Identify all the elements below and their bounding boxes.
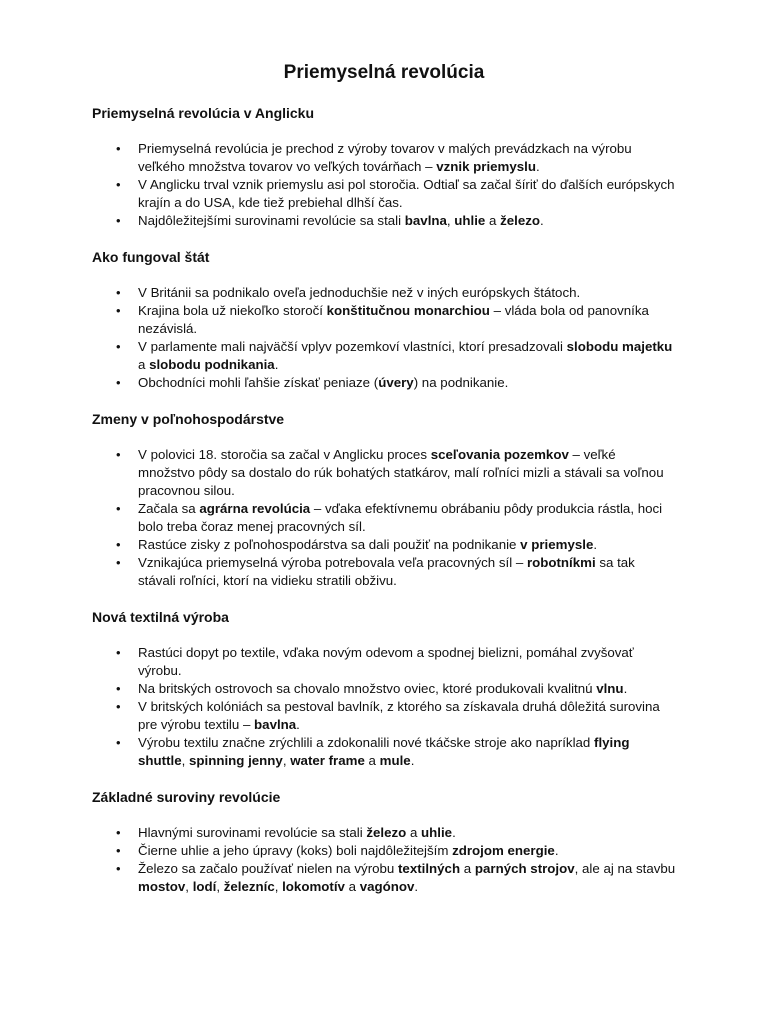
- text-run: Začala sa: [138, 501, 200, 516]
- bold-term: vagónov: [359, 879, 415, 894]
- text-run: Železo sa začalo používať nielen na výrobu: [138, 861, 398, 876]
- text-run: Najdôležitejšími surovinami revolúcie sa stali: [138, 213, 405, 228]
- text-run: .: [535, 159, 540, 174]
- bold-term: konštitučnou monarchiou: [326, 303, 490, 318]
- text-run: Hlavnými surovinami revolúcie sa stali: [138, 825, 367, 840]
- section: [92, 104, 676, 230]
- bullet-list: [92, 644, 676, 770]
- list-item: [92, 698, 676, 734]
- text-run: Výrobu textilu značne zrýchlili a zdokonalili nové tkáčske stroje ako napríklad: [138, 735, 595, 750]
- text-run: ,: [181, 753, 189, 768]
- list-item: [92, 374, 676, 392]
- text-run: a: [344, 879, 360, 894]
- list-item: [92, 554, 676, 590]
- list-item: [92, 824, 676, 842]
- bold-term: bavlna: [254, 717, 297, 732]
- text-run: Čierne uhlie a jeho úpravy (koks) boli najdôležitejším: [138, 843, 453, 858]
- list-item: [92, 302, 676, 338]
- section-heading: Zmeny v poľnohospodárstve: [92, 411, 285, 427]
- bullet-list: [92, 284, 676, 392]
- text-run: .: [414, 879, 419, 894]
- bold-term: železníc: [223, 879, 275, 894]
- list-item: [92, 338, 676, 374]
- text-run: .: [274, 357, 279, 372]
- text-run: .: [452, 825, 456, 840]
- text-run: .: [623, 681, 628, 696]
- text-run: Na britských ostrovoch sa chovalo množstvo oviec, ktoré produkovali kvalitnú: [138, 681, 597, 696]
- list-item: [92, 212, 676, 230]
- text-run: .: [410, 753, 415, 768]
- text-run: ) na podnikanie.: [413, 375, 509, 390]
- bold-term: úvery: [378, 375, 414, 390]
- section-heading: Priemyselná revolúcia v Anglicku: [92, 105, 315, 121]
- bold-term: zdrojom energie: [452, 843, 555, 858]
- section: [92, 410, 676, 590]
- list-item: [92, 140, 676, 176]
- bold-term: lokomotív: [282, 879, 345, 894]
- text-run: a: [460, 861, 475, 876]
- text-run: Vznikajúca priemyselná výroba potrebovala veľa pracovných síl –: [138, 555, 527, 570]
- bold-term: v priemysle: [520, 537, 594, 552]
- section-heading: Ako fungoval štát: [92, 249, 210, 265]
- bold-term: mostov: [138, 879, 186, 894]
- list-item: [92, 536, 676, 554]
- bold-term: spinning jenny: [188, 753, 283, 768]
- text-run: .: [540, 213, 544, 228]
- list-item: [92, 644, 676, 680]
- bold-term: uhlie: [454, 213, 486, 228]
- bold-term: parných strojov: [474, 861, 575, 876]
- section: [92, 788, 676, 896]
- text-run: a: [138, 357, 150, 372]
- list-item: [92, 860, 676, 896]
- bold-term: vlnu: [596, 681, 624, 696]
- text-run: V polovici 18. storočia sa začal v Anglicku proces: [138, 447, 431, 462]
- text-run: .: [593, 537, 598, 552]
- text-run: ,: [282, 753, 291, 768]
- bold-term: železo: [500, 213, 541, 228]
- section-heading: Základné suroviny revolúcie: [92, 789, 281, 805]
- section: [92, 608, 676, 770]
- text-run: ,: [274, 879, 283, 894]
- bold-term: uhlie: [421, 825, 453, 840]
- text-run: , ale aj na stavbu: [574, 861, 676, 876]
- list-item: [92, 446, 676, 500]
- text-run: Priemyselná revolúcia je prechod z výroby tovarov v malých prevádzkach na výrobu veľkého množstva tovarov vo veľkých továrňach –: [138, 141, 632, 174]
- list-item: [92, 500, 676, 536]
- bullet-list: [92, 824, 676, 896]
- bold-term: železo: [366, 825, 407, 840]
- text-run: V parlamente mali najväčší vplyv pozemkoví vlastníci, ktorí presadzovali: [138, 339, 567, 354]
- bullet-list: [92, 446, 676, 590]
- bold-term: textilných: [398, 861, 461, 876]
- text-run: a: [485, 213, 501, 228]
- bold-term: vznik priemyslu: [436, 159, 536, 174]
- text-run: ,: [185, 879, 193, 894]
- list-item: [92, 176, 676, 212]
- bullet-list: [92, 140, 676, 230]
- bold-term: lodí: [192, 879, 217, 894]
- text-run: ,: [216, 879, 224, 894]
- text-run: Rastúce zisky z poľnohospodárstva sa dali použiť na podnikanie: [138, 537, 521, 552]
- bold-term: flying shuttle: [138, 735, 630, 768]
- text-run: Krajina bola už niekoľko storočí: [138, 303, 327, 318]
- text-run: – veľké množstvo pôdy sa dostalo do rúk bohatých statkárov, malí roľníci mizli a stávali sa voľnou pracovnou silou.: [138, 447, 664, 498]
- bold-term: robotníkmi: [526, 555, 596, 570]
- list-item: [92, 734, 676, 770]
- bold-term: sceľovania pozemkov: [430, 447, 569, 462]
- text-run: .: [296, 717, 300, 732]
- bold-term: slobodu podnikania: [149, 357, 275, 372]
- section-heading: Nová textilná výroba: [92, 609, 229, 625]
- text-run: V Anglicku trval vznik priemyslu asi pol storočia. Odtiaľ sa začal šíriť do ďalších európskych krajín a do USA, kde tiež prebiehal dlhší čas.: [138, 177, 675, 210]
- bold-term: bavlna: [404, 213, 447, 228]
- text-run: V Británii sa podnikalo oveľa jednoduchšie než v iných európskych štátoch.: [138, 285, 581, 300]
- bold-term: mule: [379, 753, 411, 768]
- text-run: Rastúci dopyt po textile, vďaka novým odevom a spodnej bielizni, pomáhal zvyšovať výrobu.: [138, 645, 634, 678]
- text-run: .: [554, 843, 559, 858]
- bold-term: agrárna revolúcia: [199, 501, 311, 516]
- list-item: [92, 284, 676, 302]
- bold-term: slobodu majetku: [566, 339, 673, 354]
- list-item: [92, 680, 676, 698]
- text-run: – vláda bola od panovníka nezávislá.: [138, 303, 649, 336]
- text-run: a: [364, 753, 380, 768]
- section: [92, 248, 676, 392]
- list-item: [92, 842, 676, 860]
- bold-term: water frame: [290, 753, 365, 768]
- document-body: [92, 104, 676, 896]
- text-run: V britských kolóniách sa pestoval bavlník, z ktorého sa získavala druhá dôležitá surovina pre výrobu textilu –: [138, 699, 660, 732]
- page-title: Priemyselná revolúcia: [283, 62, 485, 83]
- text-run: – vďaka efektívnemu obrábaniu pôdy produkcia rástla, hoci bolo treba čoraz menej pracovných síl.: [138, 501, 663, 534]
- text-run: sa tak stávali roľníci, ktorí na vidieku stratili obživu.: [138, 555, 635, 588]
- text-run: a: [406, 825, 422, 840]
- text-run: Obchodníci mohli ľahšie získať peniaze (: [138, 375, 379, 390]
- text-run: ,: [446, 213, 455, 228]
